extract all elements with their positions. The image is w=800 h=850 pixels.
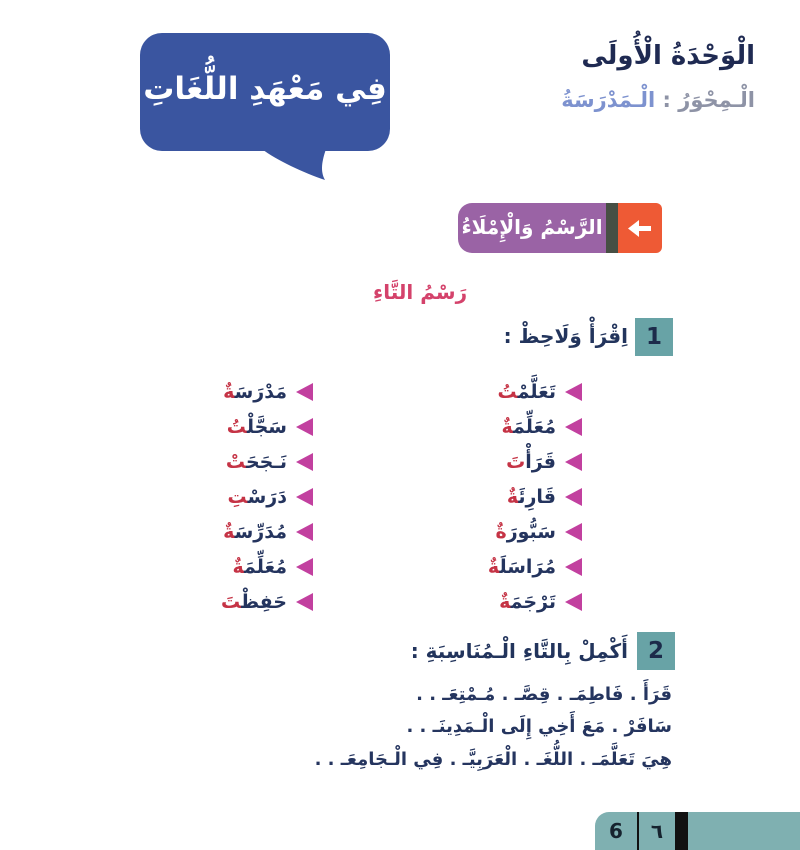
word-base: تَرْجَمَ‍ <box>510 591 556 613</box>
word-row <box>190 588 313 616</box>
triangle-bullet-icon <box>296 593 313 611</box>
word-base: قَرَأْ <box>525 451 556 473</box>
word-base: مُرَاسَلَ‍ <box>499 556 556 578</box>
vocab-word <box>226 451 287 473</box>
word-row <box>190 483 313 511</box>
word-base: تَعَلَّمْ‍ <box>517 381 556 403</box>
word-row <box>455 448 582 476</box>
triangle-bullet-icon <box>565 418 582 436</box>
vocab-word <box>501 416 556 438</box>
triangle-bullet-icon <box>296 453 313 471</box>
footer-thick-bar <box>675 812 688 850</box>
word-base: سَبُّورَ <box>506 521 556 543</box>
word-base: مُعَلِّمَ‍ <box>244 556 287 578</box>
word-row <box>190 448 313 476</box>
word-row <box>455 588 582 616</box>
word-taa-ending: ‍ةٌ <box>499 591 511 613</box>
word-base: مَدْرَسَ‍ <box>234 381 287 403</box>
word-row <box>190 378 313 406</box>
vocab-word <box>221 591 287 613</box>
triangle-bullet-icon <box>296 383 313 401</box>
word-taa-ending: ةٌ <box>495 521 507 543</box>
word-taa-ending: تَ <box>506 451 526 473</box>
theme-label: الْـمِحْوَرُ : <box>662 87 755 112</box>
word-taa-ending: ‍ةٌ <box>487 556 500 578</box>
fill-in-sentence: سَافَرْ . مَعَ أَخِي إِلَى الْـمَدِينَـ . . <box>406 716 672 737</box>
word-taa-ending: ‍تْ <box>225 451 246 473</box>
word-taa-ending: ‍ةٌ <box>506 486 519 508</box>
word-taa-ending: ‍ةٌ <box>501 416 514 438</box>
word-taa-ending: ‍ةٌ <box>223 381 235 403</box>
word-base: دَرَسْ‍ <box>247 486 287 508</box>
theme-value: الْـمَدْرَسَةُ <box>561 87 656 112</box>
word-taa-ending: ‍ةٌ <box>232 556 245 578</box>
word-row <box>190 413 313 441</box>
word-row <box>455 553 582 581</box>
triangle-bullet-icon <box>565 383 582 401</box>
banner-divider <box>606 203 618 253</box>
triangle-bullet-icon <box>296 488 313 506</box>
unit-title: الْوَحْدَةُ الْأُولَى <box>581 41 755 71</box>
word-row <box>455 378 582 406</box>
vocab-word <box>488 556 556 578</box>
triangle-bullet-icon <box>565 523 582 541</box>
section-banner-label: الرَّسْمُ وَالْإِمْلَاءُ <box>458 203 606 253</box>
triangle-bullet-icon <box>565 593 582 611</box>
word-base: مُعَلِّمَ‍ <box>513 416 556 438</box>
fill-in-sentence: هِيَ تَعَلَّمَـ . اللُّغَـ . الْعَرَبِيَّـ . فِي الْـجَامِعَـ . . <box>314 749 672 770</box>
section-banner <box>458 203 662 253</box>
exercise-2-number-badge: 2 <box>637 632 675 670</box>
word-taa-ending: ‍تَ <box>220 591 242 613</box>
page-number-arabic: ٦ <box>650 819 664 843</box>
vocab-word <box>499 591 556 613</box>
word-base: حَفِظْ‍ <box>241 591 287 613</box>
word-base: قَارِئَ‍ <box>518 486 556 508</box>
vocab-word <box>228 486 288 508</box>
triangle-bullet-icon <box>565 453 582 471</box>
page-number-latin: 6 <box>609 819 623 843</box>
fill-in-sentence: قَرَأَ . فَاطِمَـ . قِصَّـ . مُـمْتِعَـ . . <box>416 684 672 705</box>
lesson-main-title: فِي مَعْهَدِ اللُّغَاتِ <box>143 71 387 108</box>
vocab-word <box>506 451 556 473</box>
triangle-bullet-icon <box>565 558 582 576</box>
word-taa-ending: ‍ةٌ <box>223 521 235 543</box>
vocab-word <box>223 381 287 403</box>
word-row <box>190 553 313 581</box>
word-base: سَجَّلْ‍ <box>246 416 287 438</box>
vocab-word <box>507 486 556 508</box>
triangle-bullet-icon <box>296 558 313 576</box>
left-arrow-icon <box>628 220 652 237</box>
triangle-bullet-icon <box>565 488 582 506</box>
unit-header <box>561 40 755 112</box>
exercise-1-instruction: اِقْرَأْ وَلَاحِظْ : <box>503 324 628 348</box>
page-number-footer <box>595 812 800 850</box>
vocab-word <box>232 556 287 578</box>
word-row <box>190 518 313 546</box>
word-row <box>455 483 582 511</box>
speech-bubble-tail <box>252 149 334 183</box>
word-taa-ending: ‍تُ <box>497 381 518 403</box>
exercise-1-number-badge: 1 <box>635 318 673 356</box>
word-base: مُدَرِّسَ‍ <box>234 521 287 543</box>
word-row <box>455 413 582 441</box>
title-speech-bubble <box>140 33 390 151</box>
banner-arrow-box <box>618 203 662 253</box>
triangle-bullet-icon <box>296 418 313 436</box>
word-taa-ending: ‍تُ <box>226 416 247 438</box>
vocab-word <box>223 521 287 543</box>
word-base: نَـجَحَ‍ <box>245 451 287 473</box>
triangle-bullet-icon <box>296 523 313 541</box>
vocab-word <box>498 381 556 403</box>
unit-theme <box>561 88 755 112</box>
lesson-subtitle: رَسْمُ التَّاءِ <box>373 280 468 304</box>
vocab-word <box>227 416 287 438</box>
word-row <box>455 518 582 546</box>
vocab-word <box>495 521 556 543</box>
word-taa-ending: ‍تِ <box>227 486 248 508</box>
exercise-2-instruction: أَكْمِلْ بِالتَّاءِ الْـمُنَاسِبَةِ : <box>410 639 628 663</box>
